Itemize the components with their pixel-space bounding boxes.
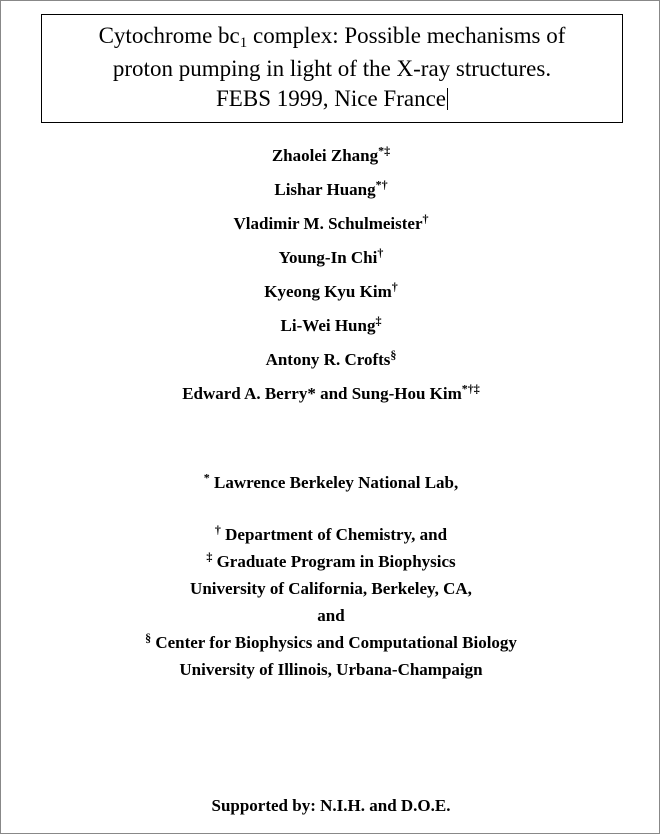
author-name: Edward A. Berry* and Sung-Hou Kim	[182, 384, 462, 403]
affiliation-text: Graduate Program in Biophysics	[212, 552, 456, 571]
author-marks: †	[377, 245, 384, 260]
author-marks: *†	[375, 177, 388, 192]
affiliation-text: Center for Biophysics and Computational Biology	[151, 633, 517, 652]
affiliation-mark: §	[145, 630, 152, 645]
title-line-2: proton pumping in light of the X-ray structures.	[112, 56, 552, 81]
affiliation-item	[1, 602, 660, 629]
title-line-1-post: complex: Possible mechanisms of	[247, 23, 566, 48]
author-marks: †	[422, 211, 429, 226]
affiliation-item	[1, 656, 660, 683]
title-line-3-text: FEBS 1999, Nice France	[216, 86, 446, 111]
author-item	[1, 139, 660, 173]
author-name: Young-In Chi	[278, 248, 378, 267]
affiliation-mark: †	[214, 522, 221, 537]
support-note: Supported by: N.I.H. and D.O.E.	[211, 796, 451, 815]
author-marks: §	[390, 347, 397, 362]
author-name: Li-Wei Hung	[280, 316, 376, 335]
author-name: Kyeong Kyu Kim	[264, 282, 392, 301]
affiliation-list	[1, 469, 660, 683]
affiliation-item	[1, 575, 660, 602]
title-line-3	[50, 84, 614, 114]
affiliation-text: Lawrence Berkeley National Lab,	[209, 473, 459, 492]
affiliation-item	[1, 521, 660, 548]
affiliation-mark: *	[203, 470, 210, 485]
author-name: Antony R. Crofts	[265, 350, 391, 369]
affiliation-item	[1, 548, 660, 575]
author-name: Lishar Huang	[274, 180, 376, 199]
affiliation-mark: ‡	[206, 549, 213, 564]
author-marks: †	[391, 279, 398, 294]
title-textbox[interactable]	[41, 14, 623, 123]
author-marks: *‡	[378, 143, 391, 158]
author-name: Zhaolei Zhang	[271, 146, 379, 165]
affiliation-item	[1, 469, 660, 496]
author-item	[1, 207, 660, 241]
author-item	[1, 343, 660, 377]
author-marks: *†‡	[461, 381, 480, 396]
author-name: Vladimir M. Schulmeister	[233, 214, 423, 233]
author-list	[1, 139, 660, 411]
affiliation-text: University of California, Berkeley, CA,	[190, 579, 472, 598]
author-item	[1, 275, 660, 309]
author-item	[1, 173, 660, 207]
title-line-1	[50, 21, 614, 54]
affiliation-item	[1, 629, 660, 656]
author-item	[1, 241, 660, 275]
affiliation-text: Department of Chemistry, and	[220, 525, 448, 544]
title-subscript: 1	[239, 35, 248, 51]
author-item	[1, 309, 660, 343]
author-marks: ‡	[375, 313, 382, 328]
affiliation-text: and	[317, 606, 345, 625]
affiliation-text: University of Illinois, Urbana-Champaign	[179, 660, 483, 679]
title-line-1-pre: Cytochrome bc	[98, 23, 240, 48]
text-cursor	[447, 88, 448, 110]
author-item	[1, 377, 660, 411]
